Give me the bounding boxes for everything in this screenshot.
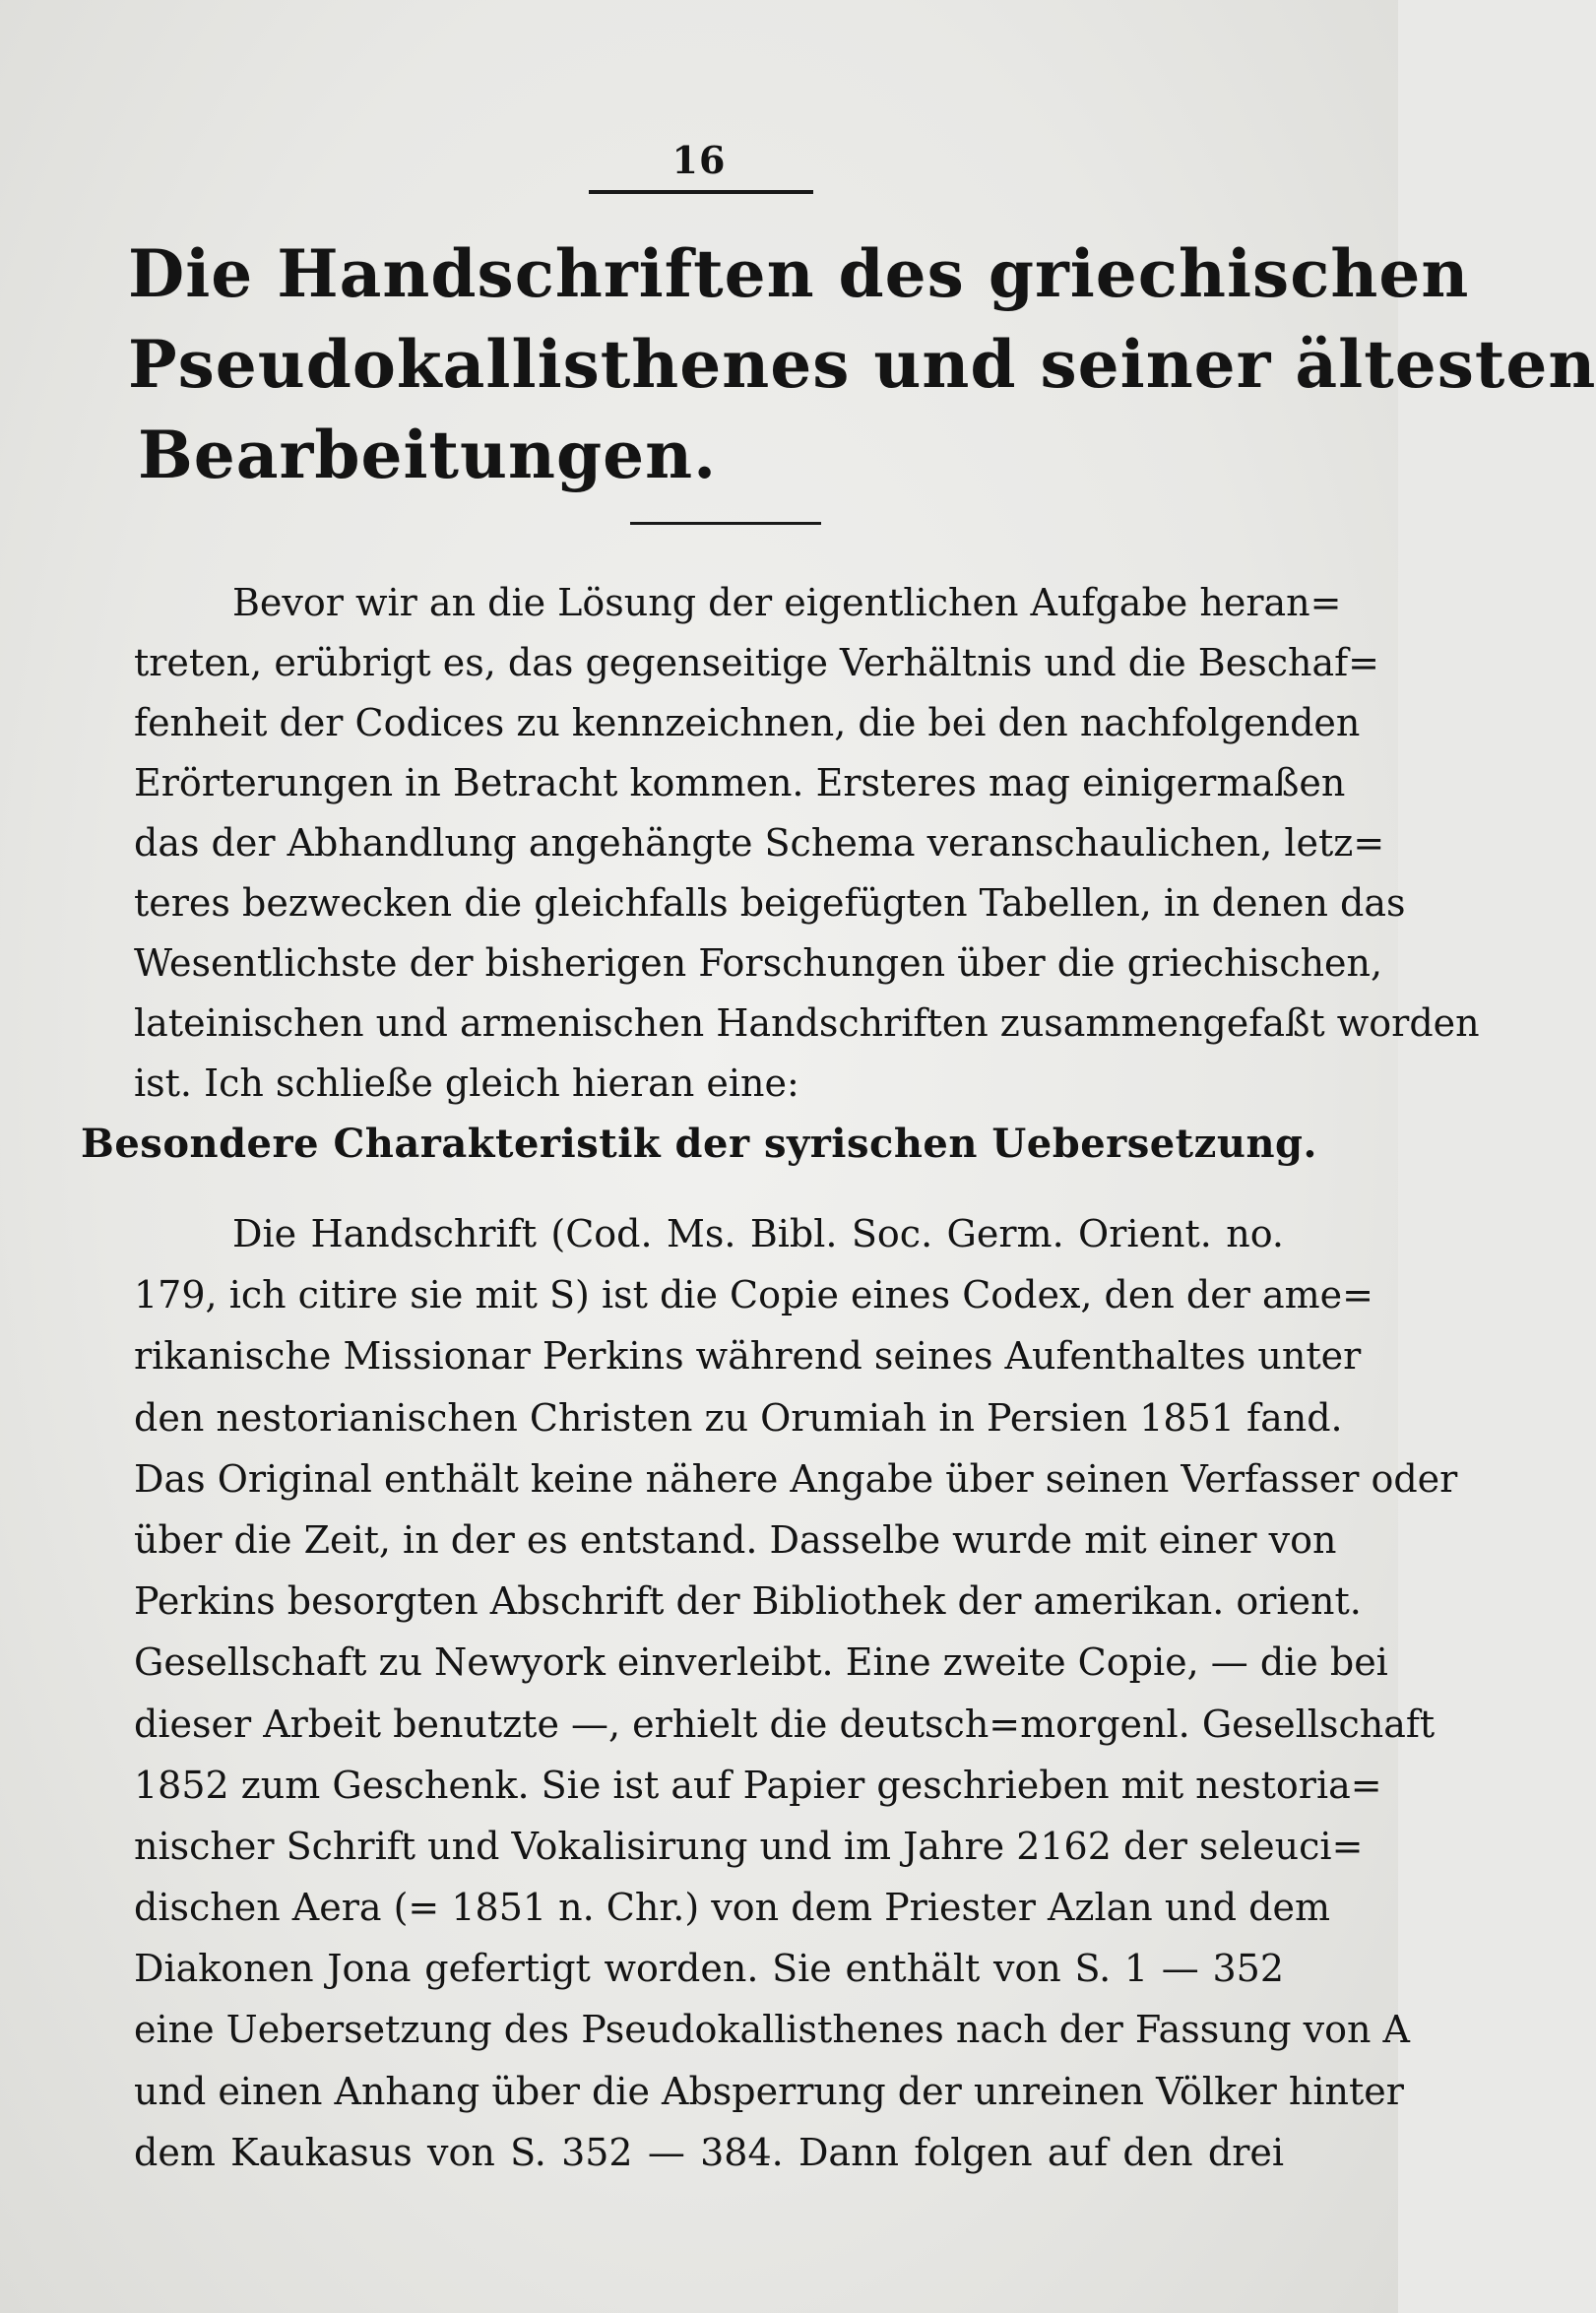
text-line: Perkins besorgten Abschrift der Bibliothek der amerikan. orient. [134,1579,1362,1624]
text-line: dem Kaukasus von S. 352 — 384. Dann folgen auf den drei [134,2130,1284,2174]
text-line: teres bezwecken die gleichfalls beigefügten Tabellen, in denen das [134,881,1406,925]
text-line: ist. Ich schließe gleich hieran eine: [134,1061,799,1105]
text-line: Diakonen Jona gefertigt worden. Sie enthält von S. 1 — 352 [134,1947,1284,1991]
text-line: lateinischen und armenischen Handschriften zusammengefaßt worden [134,1001,1480,1045]
text-line: 179, ich citire sie mit S) ist die Copie eines Codex, den der ame= [134,1273,1373,1317]
text-line: Wesentlichste der bisherigen Forschungen über die griechischen, [134,941,1383,985]
text-line: Das Original enthält keine nähere Angabe über seinen Verfasser oder [134,1456,1458,1501]
text-line: das der Abhandlung angehängte Schema veranschaulichen, letz= [134,821,1385,865]
title-line: Pseudokallisthenes und seiner ältesten [128,326,1596,403]
page-number: 16 [671,138,727,182]
title-line: Die Handschriften des griechischen [128,235,1470,312]
title-line: Bearbeitungen. [138,417,718,493]
text-line: Bevor wir an die Lösung der eigentlichen Aufgabe heran= [232,581,1342,624]
text-line: nischer Schrift und Vokalisirung und im Jahre 2162 der seleuci= [134,1824,1364,1868]
text-line: 1852 zum Geschenk. Sie ist auf Papier geschrieben mit nestoria= [134,1763,1382,1807]
chapter-title [128,228,1596,500]
main-paragraph [134,1203,1458,2183]
text-line: dieser Arbeit benutzte —, erhielt die deutsch=morgenl. Gesellschaft [134,1702,1436,1746]
text-line: dischen Aera (= 1851 n. Chr.) von dem Priester Azlan und dem [134,1886,1331,1930]
section-subheading: Besondere Charakteristik der syrischen Uebersetzung. [81,1121,1317,1167]
text-line: eine Uebersetzung des Pseudokallisthenes nach der Fassung von A [134,2008,1410,2052]
text-line: den nestorianischen Christen zu Orumiah in Persien 1851 fand. [134,1395,1343,1440]
text-line: Die Handschrift (Cod. Ms. Bibl. Soc. Germ. Orient. no. [232,1212,1284,1255]
text-line: Erörterungen in Betracht kommen. Ersteres mag einigermaßen [134,761,1346,804]
text-line: treten, erübrigt es, das gegenseitige Verhältnis und die Beschaf= [134,641,1380,684]
text-line: rikanische Missionar Perkins während seines Aufenthaltes unter [134,1334,1362,1379]
header-rule [589,190,813,194]
intro-paragraph [134,573,1480,1114]
title-rule [630,522,821,525]
text-line: Gesellschaft zu Newyork einverleibt. Eine zweite Copie, — die bei [134,1640,1388,1685]
text-line: fenheit der Codices zu kennzeichnen, die bei den nachfolgenden [134,701,1361,744]
text-line: und einen Anhang über die Absperrung der unreinen Völker hinter [134,2069,1404,2113]
text-line: über die Zeit, in der es entstand. Dasselbe wurde mit einer von [134,1517,1337,1562]
